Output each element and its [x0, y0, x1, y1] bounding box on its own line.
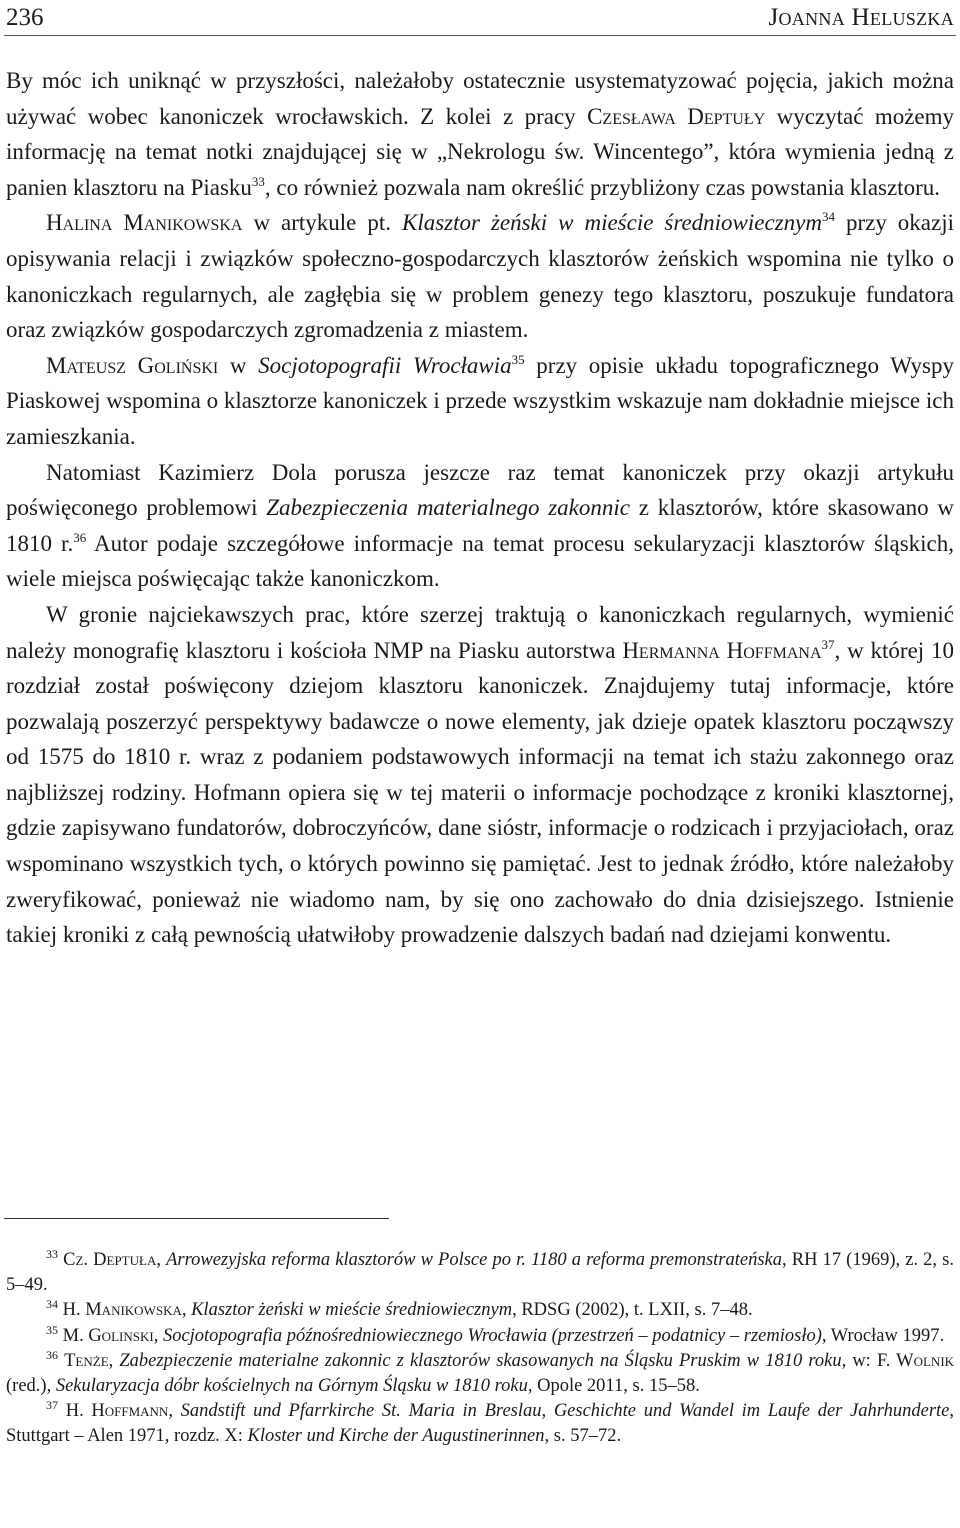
paragraph: [6, 205, 954, 347]
author-name: H. Hoffmann: [65, 1401, 169, 1422]
text-run: ,: [156, 1250, 167, 1270]
text-run: z klasztorów, które skasowano w 1810 r.: [6, 495, 954, 556]
text-run: , Opole 2011, s. 15–58.: [527, 1376, 700, 1397]
text-run: przy okazji opisywania relacji i związków społeczno-gospodarczych klasztorów żeńskich wspomina nie tylko o kanoniczkach regularnych, ale zagłębia się w problem genezy tego klasztoru, poszukuje fundatora oraz związków gospodarczych zgromadzenia z miastem.: [6, 210, 954, 343]
page-number: 236: [6, 4, 44, 31]
footnote-ref: 35: [511, 351, 525, 367]
italic-title: Zabezpieczenia materialnego zakonnic: [266, 495, 630, 521]
page-header: [0, 0, 960, 44]
italic-title: Arrowezyjska reforma klasztorów w Polsce po r. 1180 a reforma premonstrateńska: [166, 1250, 782, 1270]
text-run: [58, 1401, 66, 1421]
footnote-ref: 33: [251, 173, 265, 189]
footnote-ref: 34: [821, 209, 835, 225]
body-text: [6, 63, 954, 953]
text-run: w artykule pt.: [242, 210, 402, 236]
italic-title: Sandstift und Pfarrkirche St. Maria in Breslau, Geschichte und Wandel im Laufe der Jahrhunderte: [180, 1401, 950, 1422]
italic-title: Socjotopografia późnośredniowiecznego Wrocławia (przestrzeń – podatnicy – rzemiosło): [162, 1325, 822, 1346]
author-name: M. Golinski: [62, 1325, 154, 1346]
author-name: Halina Manikowska: [46, 210, 243, 236]
text-run: ,: [153, 1325, 163, 1346]
text-run: , RDSG (2002), t. LXII, s. 7–48.: [512, 1300, 753, 1321]
footnote-ref: 33: [46, 1247, 58, 1261]
footnote-ref: 36: [73, 529, 87, 545]
footnote-ref: 34: [46, 1297, 58, 1312]
header-rule: [4, 35, 956, 36]
text-run: , Wrocław 1997.: [821, 1325, 945, 1346]
italic-title: Zabezpieczenie materialne zakonnic z klasztorów skasowanych na Śląsku Pruskim w 1810 roku: [119, 1350, 842, 1371]
footnote-ref: 37: [821, 636, 835, 652]
italic-title: Kloster und Kirche der Augustinerinnen: [247, 1426, 545, 1447]
paragraph: [6, 597, 954, 953]
italic-title: Klasztor żeński w mieście średniowiecznym: [402, 210, 822, 236]
italic-title: Klasztor żeński w mieście średniowiecznym: [191, 1300, 513, 1321]
text-run: w: [218, 352, 259, 378]
footnote: [6, 1324, 954, 1349]
footnote-ref: 35: [46, 1322, 58, 1337]
author-name: Hermanna Hoffmana: [622, 637, 822, 663]
footnote: [6, 1298, 954, 1323]
italic-title: Socjotopografii Wrocławia: [258, 352, 512, 378]
text-run: przy opisie układu topograficznego Wyspy Piaskowej wspomina o klasztorze kanoniczek i przede wszystkim wskazuje nam dokładnie miejsce ich zamieszkania.: [6, 352, 954, 449]
author-name: Tenże: [64, 1350, 109, 1371]
text-run: By móc ich uniknąć w przyszłości, należałoby ostatecznie usystematyzować pojęcia, jakich można używać wobec kanoniczek wrocławskich. Z kolei z pracy: [6, 68, 954, 129]
text-run: Autor podaje szczegółowe informacje na temat procesu sekularyzacji klasztorów śląskich, wiele miejsca poświęcając także kanoniczkom.: [6, 530, 955, 592]
author-name: Cz. Deptuła: [63, 1250, 157, 1270]
paragraph: [6, 63, 954, 205]
text-run: Natomiast Kazimierz Dola porusza jeszcze raz temat kanoniczek przy okazji artykułu poświęconego problemowi: [6, 459, 954, 521]
text-run: ,: [181, 1300, 192, 1321]
text-run: (red.),: [6, 1376, 56, 1397]
footnote-ref: 36: [46, 1347, 58, 1362]
paragraph: [6, 455, 954, 597]
footnote-rule: [4, 1218, 389, 1219]
text-run: wyczytać możemy informację na temat notki znajdującej się w „Nekrologu św. Wincentego”, która wymienia jedną z panien klasztoru na Piasku: [6, 103, 955, 200]
paragraph: [6, 348, 954, 455]
text-run: ,: [168, 1401, 181, 1422]
running-head: Joanna Heluszka: [768, 4, 954, 31]
text-run: , co również pozwala nam określić przybliżony czas powstania klasztoru.: [264, 174, 940, 200]
author-name: Mateusz Goliński: [46, 352, 219, 378]
footnote: [6, 1349, 954, 1399]
text-run: , RH 17 (1969), z. 2, s. 5–49.: [6, 1250, 955, 1296]
text-run: , s. 57–72.: [544, 1426, 622, 1447]
author-name: Czesława Deptuły: [587, 103, 766, 129]
text-run: ,: [108, 1350, 120, 1371]
text-run: , w:: [841, 1350, 877, 1371]
text-run: , Stuttgart – Alen 1971, rozdz. X:: [6, 1401, 955, 1447]
footnote: [6, 1248, 954, 1298]
footnotes: [6, 1248, 954, 1450]
text-run: W gronie najciekawszych prac, które szerzej traktują o kanoniczkach regularnych, wymienić należy monografię klasztoru i kościoła NMP na Piasku autorstwa: [6, 601, 954, 663]
footnote-ref: 37: [46, 1398, 58, 1413]
text-run: , w której 10 rozdział został poświęcony dziejom klasztoru kanoniczek. Znajdujemy tutaj informacje, które pozwalają poszerzyć perspektywy badawcze o nowe elementy, jak dzieje opatek klasztoru począwszy od 1575 do 1810 r. wraz z podaniem podstawowych informacji na temat ich stażu zakonnego oraz najbliższej rodziny. Hofmann opiera się w tej materii o informacje pochodzące z kroniki klasztornej, gdzie zapisywano fundatorów, dobroczyńców, dane sióstr, informacje o rodzicach i przyjaciołach, oraz wspominano wszystkich tych, o których powinno się pamiętać. Jest to jednak źródło, które należałoby zweryfikować, ponieważ nie wiadomo nam, by się ono zachowało do dnia dzisiejszego. Istnienie takiej kroniki z całą pewnością ułatwiłoby prowadzenie dalszych badań nad dziejami konwentu.: [6, 637, 954, 948]
footnote: [6, 1399, 954, 1449]
author-name: F. Wolnik: [876, 1350, 955, 1371]
italic-title: Sekularyzacja dóbr kościelnych na Górnym Śląsku w 1810 roku: [55, 1376, 528, 1397]
author-name: H. Manikowska: [62, 1300, 182, 1321]
